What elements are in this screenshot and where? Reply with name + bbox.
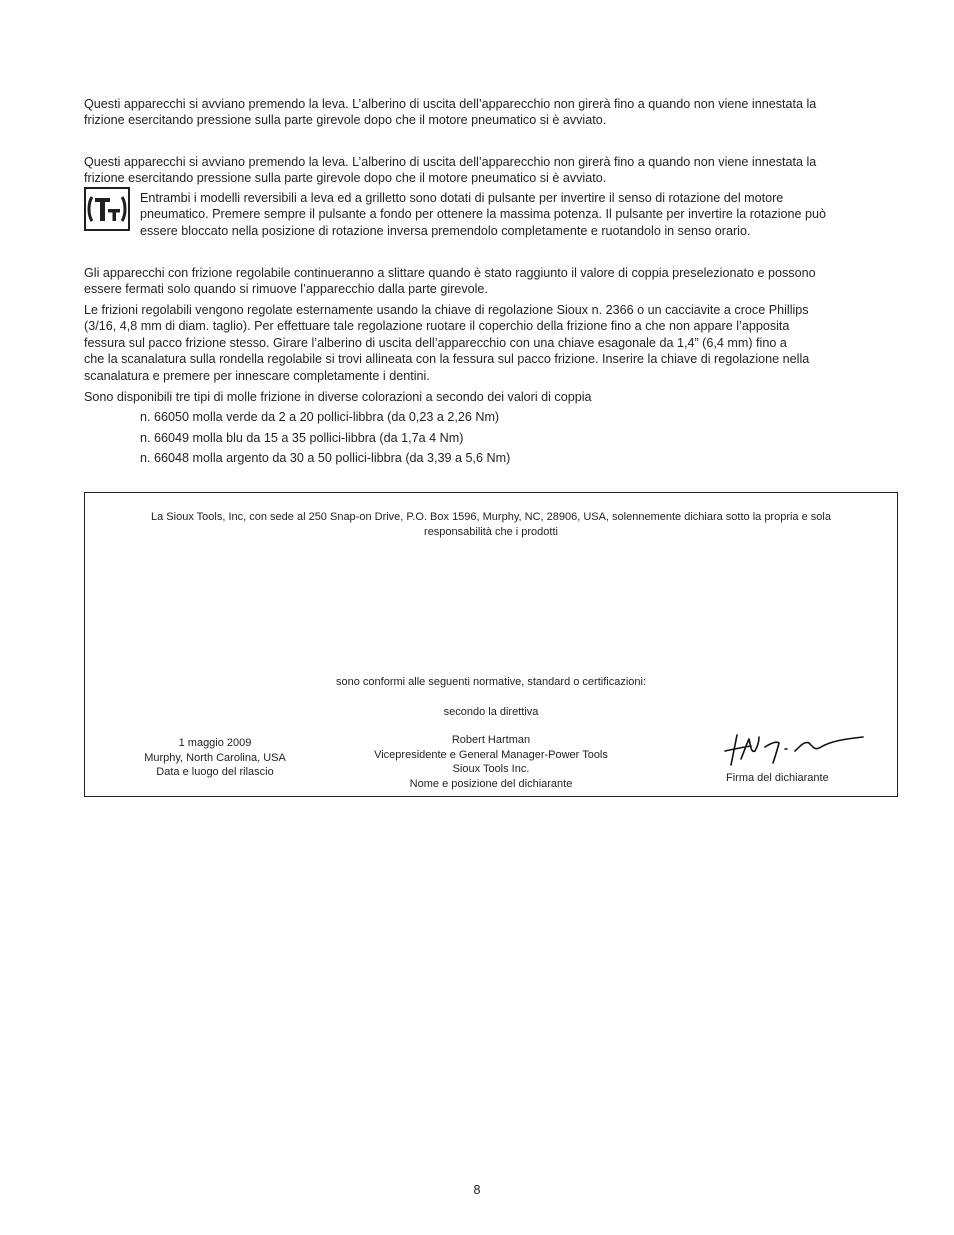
text-line: Questi apparecchi si avviano premendo la leva. L’alberino di uscita dell’apparecchio non girerà fino a quando non viene innestata la	[84, 97, 817, 111]
text-line: Le frizioni regolabili vengono regolate esternamente usando la chiave di regolazione Sioux n. 2366 o un cacciavite a croce Phillips	[84, 303, 809, 317]
text-line: Questi apparecchi si avviano premendo la leva. L’alberino di uscita dell’apparecchio non girerà fino a quando non viene innestata la	[84, 155, 817, 169]
declaration-of-conformity-box	[84, 492, 898, 797]
date-place-block	[115, 736, 315, 780]
text-line: frizione esercitando pressione sulla parte girevole dopo che il motore pneumatico si è avviato.	[84, 113, 607, 128]
name-position-label: Nome e posizione del dichiarante	[409, 777, 573, 790]
signer-company: Sioux Tools Inc.	[452, 763, 530, 775]
page-number: 8	[473, 1183, 481, 1197]
signer-name: Robert Hartman	[451, 734, 531, 746]
text-line: La Sioux Tools, Inc, con sede al 250 Snap-on Drive, P.O. Box 1596, Murphy, NC, 28906, USA, solennemente dichiara sotto la propria e sola	[151, 511, 831, 523]
intro-paragraph-1	[84, 96, 899, 129]
handwritten-signature	[721, 729, 871, 767]
reverse-button-paragraph	[140, 190, 900, 239]
reverse-direction-icon	[84, 187, 130, 231]
text-line: Sono disponibili tre tipi di molle frizione in diverse colorazioni a secondo dei valori di coppia	[84, 390, 592, 404]
conformity-statement: sono conformi alle seguenti normative, standard o certificazioni:	[336, 676, 646, 688]
signer-title: Vicepresidente e General Manager-Power Tools	[374, 748, 608, 761]
text-line: Entrambi i modelli reversibili a leva ed a grilletto sono dotati di pulsante per invertire il senso di rotazione del motore	[140, 191, 784, 205]
spring-item: n. 66049 molla blu da 15 a 35 pollici-libbra (da 1,7a 4 Nm)	[140, 431, 464, 445]
spring-item: n. 66048 molla argento da 30 a 50 pollici-libbra (da 3,39 a 5,6 Nm)	[140, 451, 511, 465]
clutch-adjust-paragraph	[84, 302, 899, 384]
spring-item: n. 66050 molla verde da 2 a 20 pollici-libbra (da 0,23 a 2,26 Nm)	[140, 410, 500, 424]
springs-intro	[84, 389, 899, 405]
clutch-paragraph	[84, 265, 899, 298]
intro-paragraph-2	[84, 154, 899, 187]
text-line: (3/16, 4,8 mm di diam. taglio). Per effettuare tale regolazione ruotare il coperchio della frizione fino a che non appare l’apposita	[84, 319, 790, 334]
text-line: pneumatico. Premere sempre il pulsante a fondo per ottenere la massima potenza. Il pulsante per invertire la rotazione può	[140, 207, 827, 222]
date-place-label: Data e luogo del rilascio	[156, 766, 274, 778]
text-line: frizione esercitando pressione sulla parte girevole dopo che il motore pneumatico si è avviato.	[84, 171, 607, 186]
directive-label: secondo la direttiva	[443, 706, 539, 718]
text-line: Gli apparecchi con frizione regolabile continueranno a slittare quando è stato raggiunto il valore di coppia preselezionato e possono	[84, 266, 816, 280]
issue-date: 1 maggio 2009	[178, 737, 252, 749]
signature-label: Firma del dichiarante	[726, 772, 829, 784]
text-line: essere fermati solo quando si rimuove l’apparecchio dalla parte girevole.	[84, 282, 488, 297]
text-line: fessura sul pacco frizione stesso. Girare l’alberino di uscita dell’apparecchio con una chiave esagonale da 1,4” (6,4 mm) fino a	[84, 335, 787, 350]
declaration-intro	[85, 510, 897, 539]
signer-block	[341, 733, 641, 791]
text-line: responsabilità che i prodotti	[424, 525, 558, 538]
text-line: che la scanalatura sulla rondella regolabile si trovi allineata con la fessura sul pacco frizione. Inserire la chiave di regolazione nella	[84, 352, 810, 367]
issue-place: Murphy, North Carolina, USA	[144, 751, 286, 764]
text-line: essere bloccato nella posizione di rotazione inversa premendolo completamente e ruotandolo in senso orario.	[140, 223, 751, 238]
text-line: scanalatura e premere per innescare completamente i dentini.	[84, 368, 430, 383]
